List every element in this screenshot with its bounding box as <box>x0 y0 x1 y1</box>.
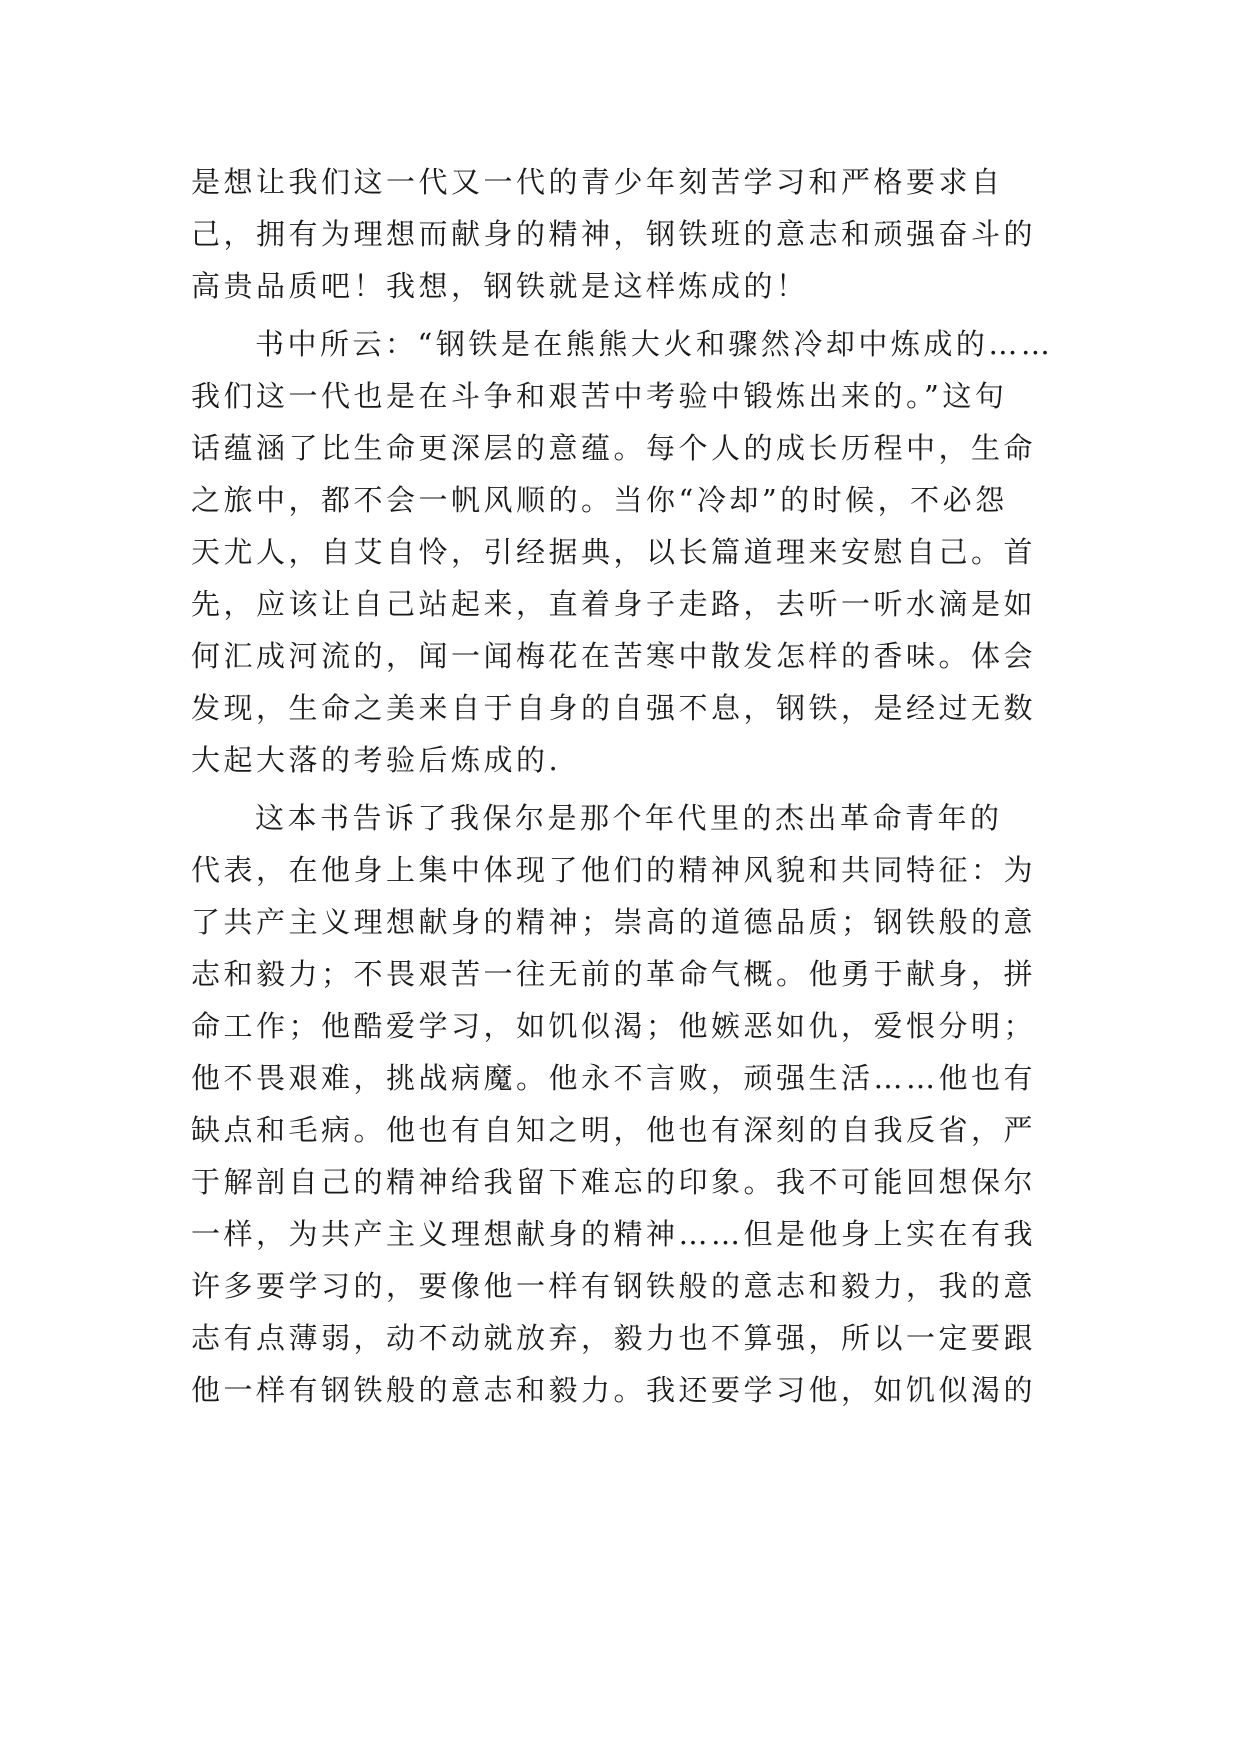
text-line: 之旅中，都不会一帆风顺的。当你“冷却”的时候，不必怨 <box>191 483 1008 517</box>
text-line: 一样，为共产主义理想献身的精神……但是他身上实在有我 <box>191 1217 1037 1251</box>
text-line: 了共产主义理想献身的精神；崇高的道德品质；钢铁般的意 <box>191 905 1037 939</box>
text-line: 发现，生命之美来自于自身的自强不息，钢铁，是经过无数 <box>191 691 1037 725</box>
text-line: 高贵品质吧！我想，钢铁就是这样炼成的！ <box>191 269 809 303</box>
text-line: 他一样有钢铁般的意志和毅力。我还要学习他，如饥似渴的 <box>191 1373 1037 1407</box>
text-line: 这本书告诉了我保尔是那个年代里的杰出革命青年的 <box>255 801 1003 835</box>
paragraph-2 <box>191 318 1053 786</box>
text-line: 大起大落的考验后炼成的. <box>191 743 562 777</box>
text-line: 志有点薄弱，动不动就放弃，毅力也不算强，所以一定要跟 <box>191 1321 1037 1355</box>
text-line: 命工作；他酷爱学习，如饥似渴；他嫉恶如仇，爱恨分明； <box>191 1009 1037 1043</box>
text-line: 我们这一代也是在斗争和艰苦中考验中锻炼出来的。”这句 <box>191 379 1008 413</box>
text-line: 于解剖自己的精神给我留下难忘的印象。我不可能回想保尔 <box>191 1165 1037 1199</box>
text-line: 许多要学习的，要像他一样有钢铁般的意志和毅力，我的意 <box>191 1269 1037 1303</box>
text-line: 先，应该让自己站起来，直着身子走路，去听一听水滴是如 <box>191 587 1037 621</box>
text-line: 何汇成河流的，闻一闻梅花在苦寒中散发怎样的香味。体会 <box>191 639 1037 673</box>
text-line: 话蕴涵了比生命更深层的意蕴。每个人的成长历程中，生命 <box>191 431 1037 465</box>
body-text <box>191 156 1053 1416</box>
text-line: 他不畏艰难，挑战病魔。他永不言败，顽强生活……他也有 <box>191 1061 1037 1095</box>
text-line: 是想让我们这一代又一代的青少年刻苦学习和严格要求自 <box>191 165 1004 199</box>
paragraph-1 <box>191 156 1053 312</box>
text-line: 代表，在他身上集中体现了他们的精神风貌和共同特征：为 <box>191 853 1037 887</box>
text-line: 书中所云：“钢铁是在熊熊大火和骤然冷却中炼成的…… <box>255 327 1054 361</box>
text-line: 志和毅力；不畏艰苦一往无前的革命气概。他勇于献身，拼 <box>191 957 1037 991</box>
text-line: 天尤人，自艾自怜，引经据典，以长篇道理来安慰自己。首 <box>191 535 1037 569</box>
text-line: 缺点和毛病。他也有自知之明，他也有深刻的自我反省，严 <box>191 1113 1037 1147</box>
paragraph-3 <box>191 792 1053 1416</box>
text-line: 己，拥有为理想而献身的精神，钢铁班的意志和顽强奋斗的 <box>191 217 1037 251</box>
